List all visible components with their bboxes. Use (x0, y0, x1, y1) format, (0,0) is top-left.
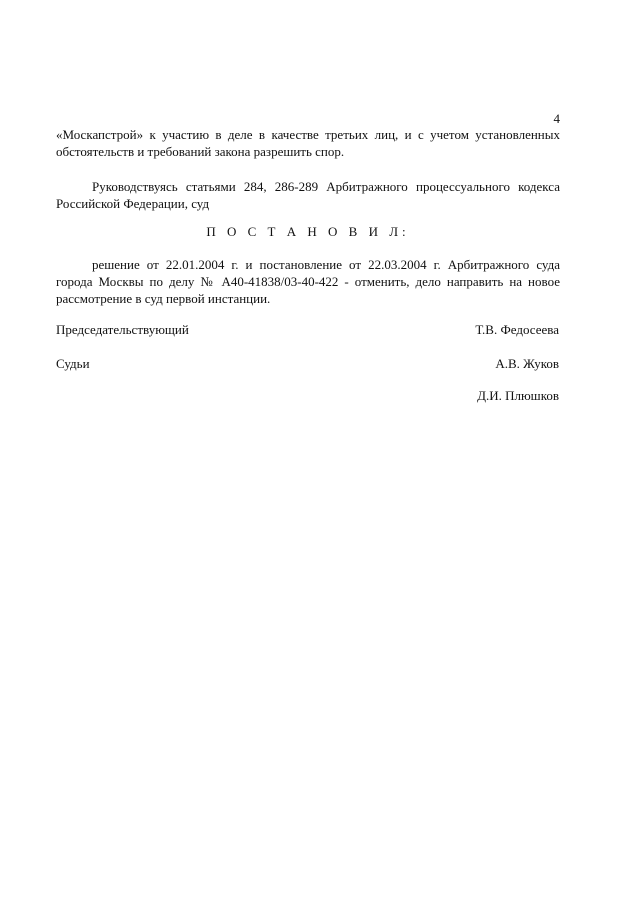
judges-label: Судьи (56, 356, 90, 371)
judge-name: Д.И. Плюшков (477, 388, 559, 403)
paragraph-line: решение от 22.01.2004 г. и постановление от 22.03.2004 г. Арбитражного суда (92, 257, 560, 272)
presiding-judge-name: Т.В. Федосеева (475, 322, 559, 337)
paragraph-legal-basis (56, 178, 560, 212)
paragraph-line: рассмотрение в суд первой инстанции. (56, 291, 271, 306)
paragraph-continuation (56, 126, 560, 160)
paragraph-line: Российской Федерации, суд (56, 196, 210, 211)
ruling-paragraph (56, 256, 560, 307)
paragraph-line: Руководствуясь статьями 284, 286-289 Арбитражного процессуального кодекса (92, 179, 560, 194)
judge-name: А.В. Жуков (495, 356, 559, 371)
presiding-judge-label: Председательствующий (56, 322, 189, 337)
paragraph-line: «Москапстрой» к участию в деле в качестве третьих лиц, и с учетом установленных (56, 127, 560, 142)
paragraph-line: города Москвы по делу № А40-41838/03-40-422 - отменить, дело направить на новое (56, 274, 560, 289)
ruling-heading: П О С Т А Н О В И Л: (206, 224, 410, 239)
page-number: 4 (553, 111, 560, 126)
paragraph-line: обстоятельств и требований закона разрешить спор. (56, 144, 345, 159)
